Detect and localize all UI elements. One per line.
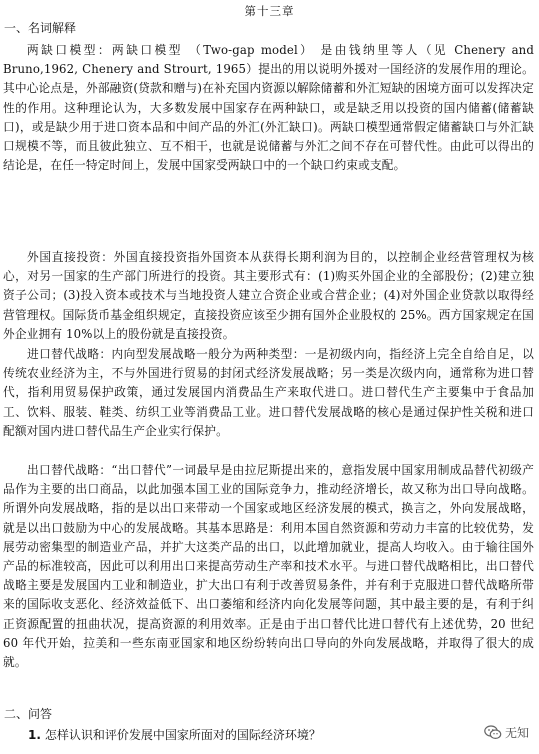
- question-text: 怎样认识和评价发展中国家所面对的国际经济环境？: [44, 728, 321, 742]
- paragraph-export-substitution: 出口替代战略：“出口替代”一词最早是由拉尼斯提出来的，意指发展中国家用制成品替代初级产品作为主要的出口商品，以此加强本国工业的国际竞争力，推动经济增长，故又称为出口导向战略。所谓外向发展战略，指的是以出口来带动一个国家或地区经济发展的模式，换言之，外向发展战略，就是以出口鼓励为中心的发展战略。其基本思路是：利用本国自然资源和劳动力丰富的比较优势，发展劳动密集型的制造业产品，并扩大这类产品的出口，以此增加就业，提高人均收入。由于输往国外产品的标准较高，因此可以利用出口来提高劳动生产率和技术水平。与进口替代战略相比，出口替代战略主要是发展国内工业和制造业，扩大出口有利于改善贸易条件，并有利于克服进口替代战略所带来的国际收支恶化、经济效益低下、出口萎缩和经济内向化发展等问题，其中最主要的是，有利于纠正资源配置的扭曲状况，提高资源的利用效率。正是由于出口替代比进口替代有上述优势，20 世纪 60 年代开始，拉美和一些东南亚国家和地区纷纷转向出口导向的外向发展战略，并取得了很大的成就。: [3, 463, 534, 670]
- watermark-label: 无知: [504, 726, 529, 740]
- paragraph-import-substitution: 进口替代战略：内向型发展战略一般分为两种类型：一是初级内向，指经济上完全自给自足，以传统农业经济为主，不与外国进行贸易的封闭式经济发展战略；另一类是次级内向，通常称为进口替代，指利用贸易保护政策，通过发展国内消费品生产来取代进口。进口替代生产主要集中于食品加工、饮料、服装、鞋类、纺织工业等消费品工业。进口替代发展战略的核心是通过保护性关税和进口配额对国内进口替代品生产企业实行保护。: [3, 347, 534, 438]
- watermark: [482, 724, 531, 741]
- section-heading-qa: 二、问答: [4, 707, 53, 721]
- section-heading-definitions: 一、名词解释: [4, 21, 77, 35]
- paragraph-foreign-direct-investment: 外国直接投资：外国直接投资指外国资本从获得长期利润为目的，以控制企业经营管理权为核心，对另一国家的生产部门所进行的投资。其主要形式有：(1)购买外国企业的全部股份；(2)建立独资子公司；(3)投入资本或技术与当地投资人建立合资企业或合营企业；(4)对外国企业贷款以取得经营管理权。国际货币基金组织规定，直接投资应该至少拥有国外企业股权的 25%。西方国家规定在国外企业拥有 10%以上的股份就是直接投资。: [3, 250, 534, 341]
- chapter-title: 第十三章: [244, 4, 295, 18]
- paragraph-two-gap-model: 两缺口模型：两缺口模型 （Two-gap model） 是由钱纳里等人（见 Chenery and Bruno,1962, Chenery and Strourt, 1965）提出的用以说明外援对一国经济的发展作用的理论。其中心论点是，外部融资(贷款和赠与)在补充国内资源以解除储蓄和外汇短缺的困境方面可以发挥决定性的作用。这种理论认为，大多数发展中国家存在两种缺口，或是缺乏用以投资的国内储蓄(储蓄缺口)，或是缺少用于进口资本品和中间产品的外汇(外汇缺口)。两缺口模型通常假定储蓄缺口与外汇缺口规模不等，而且彼此独立、互不相干，也就是说储蓄与外汇之间不存在可替代性。由此可以得出的结论是，在任一特定时间上，发展中国家受两缺口中的一个缺口约束或支配。: [3, 43, 534, 173]
- wechat-icon: [484, 725, 502, 740]
- question-item: [28, 727, 321, 743]
- question-number: 1.: [28, 728, 41, 742]
